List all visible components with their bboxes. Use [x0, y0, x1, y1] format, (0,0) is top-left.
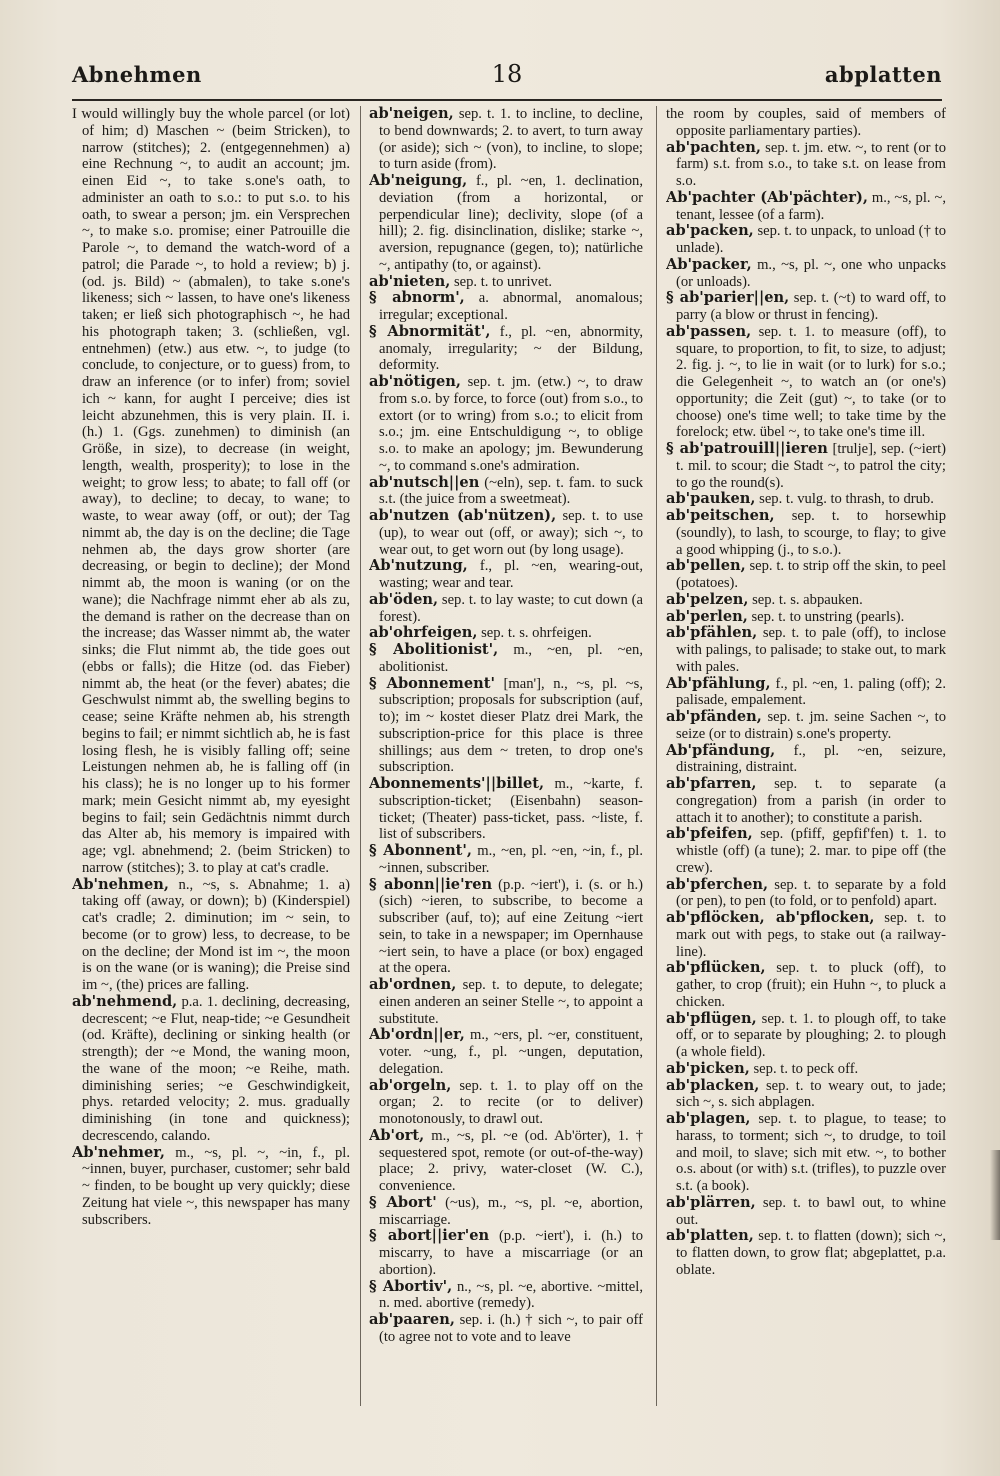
- definition-text: sep. t. to plague, to tease; to harass, to torment; sich ~, to drudge, to toil and moil, to slave; sich mit etw. ~, to bother o.s. about (or with) s.t. (trifles), to puzzle over s.t. (a book).: [676, 1111, 946, 1194]
- dictionary-entry: [666, 257, 946, 291]
- definition-text: sep. t. to unstring (pearls).: [747, 608, 905, 625]
- definition-text: sep. t. to pale (off), to inclose with palings, to palisade; to stake out, to mark with pales.: [676, 625, 946, 675]
- dictionary-entry: [666, 1228, 946, 1278]
- dictionary-entry: [369, 1128, 643, 1195]
- headword: ab'nutzen (ab'nützen),: [369, 507, 557, 524]
- definition-text: sep. t. to separate by a fold (or pen), to pen (to fold, or to penfold) apart.: [676, 876, 946, 910]
- definition-text: m., ~en, pl. ~en, abolitionist.: [379, 642, 643, 675]
- dictionary-entry: [369, 877, 643, 978]
- definition-text: (~eln), sep. t. fam. to suck s.t. (the juice from a sweetmeat).: [379, 474, 643, 508]
- column-divider: [360, 106, 361, 1406]
- definition-text: sep. t. s. ohrfeigen.: [477, 625, 592, 642]
- definition-text: sep. t. to horsewhip (soundly), to lash, to scourge, to flay; to give a good whipping (j., to s.o.).: [676, 508, 946, 558]
- headword: ab'pfänden,: [666, 708, 762, 725]
- dictionary-entry: [666, 625, 946, 675]
- definition-text: sep. t. jm. etw. ~, to rent (or to farm) s.t. from s.o., to take s.t. on lease from s.o.: [676, 139, 946, 189]
- headword: ab'pflöcken, ab'pflocken,: [666, 909, 875, 926]
- dictionary-entry: [369, 1027, 643, 1077]
- headword: ab'nutsch||en: [369, 473, 480, 491]
- dictionary-entry: [666, 609, 946, 626]
- dictionary-entry: [666, 324, 946, 441]
- dictionary-entry: [369, 592, 643, 626]
- headword: ab'nötigen,: [369, 373, 461, 390]
- definition-text: m., ~s, pl. ~e (od. Ab'örter), 1. † sequestered spot, remote (or out-of-the-way) place; 2. privy, water-closet (W. C.), convenience.: [379, 1127, 643, 1194]
- dictionary-entry: [369, 1228, 643, 1278]
- definition-text: sep. (pfiff, gepfif'fen) t. 1. to whistle (off) (a tune); 2. mar. to pipe off (the crew).: [676, 826, 946, 876]
- headword: § Abnormität',: [369, 322, 491, 340]
- headword: ab'packen,: [666, 222, 754, 240]
- definition-text: [trulje], sep. (~iert) t. mil. to scour; die Stadt ~, to patrol the city; to go the round(s).: [676, 441, 946, 491]
- dictionary-entry: [666, 508, 946, 558]
- headword: § ab'parier||en,: [666, 289, 790, 307]
- headword: ab'pfarren,: [666, 775, 757, 792]
- definition-text: sep. t. to lay waste; to cut down (a forest).: [379, 591, 643, 625]
- definition-text: sep. t. to use (up), to wear out (off, or away); sich ~, to wear out, to get worn out (by long usage).: [379, 508, 643, 558]
- dictionary-entry: [369, 1312, 643, 1346]
- definition-text: m., ~karte, f. subscription-ticket; (Eisenbahn) season-ticket; (Theater) pass-ticket, pass. ~liste, f. list of subscribers.: [379, 776, 643, 843]
- headword: § Abonnent',: [369, 842, 472, 859]
- definition-text: sep. t. to peck off.: [749, 1060, 859, 1077]
- column-3: [666, 106, 946, 1426]
- definition-text: sep. t. to separate (a congregation) from a parish (in order to attach it to another); to constitute a parish.: [676, 776, 946, 826]
- headword: ab'ohrfeigen,: [369, 624, 478, 642]
- headword: § abort||ier'en: [369, 1227, 490, 1245]
- dictionary-entry: [666, 826, 946, 876]
- definition-text: sep. t. to strip off the skin, to peel (potatoes).: [676, 558, 946, 591]
- headword: Ab'packer,: [666, 255, 752, 273]
- dictionary-entry: [369, 676, 643, 777]
- definition-text: sep. t. s. abpauken.: [748, 591, 863, 608]
- dictionary-entry: [369, 274, 643, 291]
- headword: ab'passen,: [666, 322, 752, 340]
- dictionary-entry: [666, 960, 946, 1010]
- dictionary-entry: [666, 558, 946, 592]
- entry-columns: [72, 106, 950, 1426]
- headword: ab'pfählen,: [666, 624, 758, 642]
- dictionary-entry: [369, 324, 643, 374]
- dictionary-entry: [369, 642, 643, 676]
- headword: ab'pfeifen,: [666, 825, 753, 843]
- dictionary-entry: [369, 977, 643, 1027]
- headword: ab'plagen,: [666, 1110, 751, 1127]
- dictionary-entry: [369, 776, 643, 843]
- dictionary-entry: [666, 106, 946, 140]
- scan-shadow: [990, 1150, 1000, 1240]
- definition-text: a. abnormal, anomalous; irregular; exceptional.: [379, 290, 643, 323]
- definition-text: sep. t. vulg. to thrash, to drub.: [755, 491, 934, 508]
- column-divider: [656, 106, 657, 1406]
- headword: Ab'nehmen,: [72, 875, 169, 893]
- headword: ab'öden,: [369, 590, 439, 608]
- definition-text: sep. t. to bawl out, to whine out.: [676, 1194, 946, 1228]
- definition-text: (p.p. ~iert'), i. (s. or h.) (sich) ~ieren, to subscribe, to become a subscriber (auf, to); auf eine Zeitung ~iert sein, to take in a newspaper; im Opernhause ~iert sein, to have a place (or box) engaged at the opera.: [379, 876, 643, 977]
- dictionary-entry: [666, 592, 946, 609]
- headword: § Abolitionist',: [369, 641, 499, 658]
- headword: ab'platten,: [666, 1227, 754, 1245]
- headword: ab'pflügen,: [666, 1009, 757, 1027]
- dictionary-entry: [666, 290, 946, 324]
- dictionary-entry: [666, 140, 946, 190]
- dictionary-entry: [666, 1078, 946, 1112]
- headword: ab'neigen,: [369, 106, 454, 122]
- definition-text: (~us), m., ~s, pl. ~e, abortion, miscarriage.: [379, 1194, 643, 1228]
- headword: § Abortiv',: [369, 1277, 453, 1295]
- headword: ab'placken,: [666, 1076, 760, 1094]
- dictionary-entry: [369, 843, 643, 877]
- definition-text: sep. t. 1. to measure (off), to square, to proportion, to fit, to size, to adjust; 2. fig. j. ~, to lie in wait (or to lurk) for s.o.; die Gelegenheit ~, to watch an (or one's) opportunity; die Zeit (gut) ~, to take (or to choose) one's time well; to take time by the forelock; etw. übel ~, to take one's time ill.: [676, 323, 946, 441]
- definition-text: m., ~ers, pl. ~er, constituent, voter. ~ung, f., pl. ~ungen, deputation, delegation.: [379, 1027, 643, 1077]
- dictionary-entry: [369, 1195, 643, 1229]
- headword: ab'pelzen,: [666, 590, 749, 608]
- headword: Ab'ordn||er,: [369, 1026, 465, 1044]
- dictionary-entry: [369, 508, 643, 558]
- definition-text: sep. t. 1. to incline, to decline, to bend downwards; 2. to avert, to turn away (or aside); sich ~ (von), to incline, to slope; to turn aside (from).: [379, 106, 643, 173]
- dictionary-entry: [666, 709, 946, 743]
- dictionary-entry: [666, 1011, 946, 1061]
- definition-text: sep. t. (~t) to ward off, to parry (a blow or thrust in fencing).: [676, 290, 946, 323]
- definition-text: [man'], n., ~s, pl. ~s, subscription; proposals for subscription (auf, to); im ~ kostet dieser Platz drei Mark, the subscription-price for this place is three shillings; aus dem ~ treten, to drop one's subscription.: [379, 675, 643, 776]
- dictionary-entry: [666, 223, 946, 257]
- dictionary-entry: [666, 491, 946, 508]
- guide-word-right: abplatten: [824, 62, 942, 87]
- headword: § ab'patrouill||ieren: [666, 440, 828, 457]
- definition-text: f., pl. ~en, abnormity, anomaly, irregularity; ~ der Bildung, deformity.: [379, 323, 643, 374]
- headword: Ab'pfählung,: [666, 674, 771, 692]
- dictionary-entry: [369, 1279, 643, 1313]
- headword: ab'ordnen,: [369, 976, 457, 993]
- headword: Ab'ort,: [369, 1126, 425, 1144]
- definition-text: f., pl. ~en, seizure, distraining, distraint.: [676, 742, 946, 776]
- headword: ab'paaren,: [369, 1311, 455, 1328]
- definition-text: m., ~s, pl. ~, tenant, lessee (of a farm).: [676, 189, 946, 223]
- headword: Abonnements'||billet,: [369, 775, 545, 792]
- dictionary-entry: [369, 290, 643, 324]
- definition-text: sep. t. jm. seine Sachen ~, to seize (or to distrain) s.one's property.: [676, 709, 946, 742]
- dictionary-entry: [369, 106, 643, 173]
- headword: Ab'neigung,: [369, 172, 468, 189]
- dictionary-entry: [666, 1111, 946, 1195]
- definition-text: sep. t. to depute, to delegate; einen anderen an seiner Stelle ~, to appoint a substitute.: [379, 977, 643, 1027]
- definition-text: sep. t. to pluck (off), to gather, to crop (fruit); ein Huhn ~, to pluck a chicken.: [676, 960, 946, 1010]
- column-1: [72, 106, 350, 1426]
- guide-word-left: Abnehmen: [72, 62, 202, 87]
- headword: Ab'pfändung,: [666, 741, 776, 759]
- definition-text: sep. t. jm. (etw.) ~, to draw from s.o. by force, to force (out) from s.o., to extort (or to wring) from s.o.; to elicit from s.o.; jm. eine Entschuldigung ~, to oblige s.o. to make an apology; jm. Bewunderung ~, to command s.one's admiration.: [379, 374, 643, 474]
- headword: ab'pferchen,: [666, 875, 769, 893]
- headword: Ab'pachter (Ab'pächter),: [666, 188, 868, 206]
- headword: ab'plärren,: [666, 1193, 756, 1211]
- dictionary-entry: [369, 475, 643, 509]
- headword: § Abort': [369, 1193, 437, 1211]
- dictionary-entry: [666, 190, 946, 224]
- headword: ab'nehmend,: [72, 992, 178, 1010]
- headword: ab'pauken,: [666, 490, 756, 508]
- definition-text: sep. i. (h.) † sich ~, to pair off (to agree not to vote and to leave: [379, 1312, 643, 1345]
- dictionary-entry: [369, 625, 643, 642]
- definition-text: m., ~en, pl. ~en, ~in, f., pl. ~innen, subscriber.: [379, 843, 643, 876]
- headword: ab'perlen,: [666, 607, 748, 625]
- definition-text: the room by couples, said of members of opposite parliamentary parties).: [666, 106, 946, 139]
- dictionary-entry: [369, 173, 643, 274]
- definition-text: sep. t. to weary out, to jade; sich ~, s. sich abplagen.: [676, 1077, 946, 1111]
- definition-text: sep. t. to unpack, to unload († to unlade).: [676, 223, 946, 256]
- dictionary-entry: [666, 743, 946, 777]
- definition-text: m., ~s, pl. ~, one who unpacks (or unloads).: [676, 256, 946, 290]
- header-rule: [72, 99, 942, 101]
- headword: Ab'nehmer,: [72, 1143, 165, 1161]
- headword: § abnorm',: [369, 289, 465, 307]
- definition-text: m., ~s, pl. ~, ~in, f., pl. ~innen, buyer, purchaser, customer; sehr bald ~ finden, to be bought up very quickly; diese Zeitung hat viele ~, this newspaper has many subscribers.: [82, 1144, 350, 1228]
- dictionary-entry: [666, 910, 946, 960]
- dictionary-entry: [666, 877, 946, 911]
- headword: ab'orgeln,: [369, 1076, 452, 1094]
- definition-text: f., pl. ~en, 1. paling (off); 2. palisade, empalement.: [676, 675, 946, 709]
- dictionary-entry: [72, 106, 350, 877]
- definition-text: n., ~s, pl. ~e, abortive. ~mittel, n. med. abortive (remedy).: [379, 1278, 643, 1312]
- definition-text: sep. t. to mark out with pegs, to stake out (a railway-line).: [676, 910, 946, 960]
- headword: § Abonnement': [369, 674, 495, 692]
- headword: ab'nieten,: [369, 272, 451, 290]
- dictionary-entry: [72, 1145, 350, 1229]
- definition-text: sep. t. to unrivet.: [450, 273, 553, 290]
- dictionary-entry: [72, 994, 350, 1145]
- page-number: 18: [491, 60, 523, 88]
- definition-text: I would willingly buy the whole parcel (or lot) of him; d) Maschen ~ (beim Stricken), to narrow (stitches); 2. (entgegennehmen) a) eine Rechnung ~, to audit an account; jm. einen Eid ~, to take s.one's oath, to administer an oath to s.o.: to put s.o. to his oath, to swear a person; jm. ein Versprechen ~, to make s.o. promise; einer Patrouille die Parole ~, to demand the watch-word of a patrol; die Parade ~, to hold a review; b) j. (od. js. Bild) ~ (abmalen), to take s.one's likeness; sich ~ lassen, to have one's likeness taken; er ließ sich photographisch ~, he had his photograph taken; 3. (schließen, vgl. entnehmen) (etw.) aus etw. ~, to judge (to conclude, to conjecture, or to guess) from, to draw an inference (or to infer) from; soviel ich ~ kann, for aught I perceive; dies ist leicht abzunehmen, this is very plain. II. i. (h.) 1. (Ggs. zunehmen) to diminish (an Größe, in size), to decrease (in weight, length, wealth, prosperity); to lose in the weight; to grow less; to abate; to fall off (or away), to decline; to decay, to wane; to waste, to wear away (off, or out); der Tag nimmt ab, the day is on the decline; die Tage nehmen ab, the days grow shorter (are decreasing, or begin to decline); der Mond nimmt ab, the moon is waning (or on the wane); die Nachfrage nimmt eher ab als zu, the demand is rather on the decrease than on the increase; das Wasser nimmt ab, the water sinks; die Flut nimmt ab, the tide goes out (ebbs or falls); die Hitze (od. das Fieber) nimmt ab, the heat (or the fever) abates; die Geschwulst nimmt ab, the swelling begins to cease; seine Kräfte nehmen ab, his strength begins to fail; er nimmt sichtlich ab, he is fast losing flesh, he is visibly falling off; seine Leistungen nehmen ab, he is falling off (in his class); he is no longer up to his former mark; mein Gesicht nimmt ab, my eyesight begins to fail; sein Gedächtnis nimmt durch das Alter ab, his memory is impaired with age; vgl. abnehmend; 2. (beim Stricken) to narrow (stitches); 3. to play at cat's cradle.: [72, 106, 350, 876]
- dictionary-entry: [666, 676, 946, 710]
- definition-text: n., ~s, s. Abnahme; 1. a) taking off (away, or down); b) (Kinderspiel) cat's cradle; 2. diminution; im ~ sein, to become (or to grow) less, to decrease, to be on the decline; der Mond ist im ~, the moon is on the wane (or is waning); die Preise sind im ~, (the) prices are falling.: [82, 876, 350, 993]
- definition-text: f., pl. ~en, 1. declination, deviation (from a horizontal, or perpendicular line); declivity, slope (of a hill); 2. fig. disinclination, dislike; starke ~, aversion, repugnance (gegen, to); natürliche ~, antipathy (to, or against).: [379, 173, 643, 273]
- running-head: [72, 60, 942, 96]
- headword: ab'picken,: [666, 1059, 750, 1077]
- dictionary-entry: [369, 374, 643, 475]
- headword: Ab'nutzung,: [369, 557, 468, 575]
- definition-text: f., pl. ~en, wearing-out, wasting; wear and tear.: [379, 558, 643, 591]
- definition-text: sep. t. 1. to plough off, to take off, or to separate by ploughing; 2. to plough (a whole field).: [676, 1010, 946, 1060]
- definition-text: sep. t. to flatten (down); sich ~, to flatten down, to grow flat; abgeplattet, p.a. oblate.: [676, 1228, 946, 1278]
- dictionary-entry: [369, 558, 643, 592]
- headword: § abonn||ie'ren: [369, 875, 493, 893]
- dictionary-entry: [666, 1061, 946, 1078]
- dictionary-entry: [72, 877, 350, 994]
- headword: ab'pachten,: [666, 138, 762, 156]
- definition-text: p.a. 1. declining, decreasing, decrescent; ~e Flut, neap-tide; ~e Gesundheit (od. Kräfte), declining or sinking health (or strength); der ~e Mond, the waning moon, the wane of the moon; ~e Reihe, math. diminishing series; ~e Geschwindigkeit, phys. retarded velocity; 2. mus. gradually diminishing (in tone and quickness); decrescendo, calando.: [82, 993, 350, 1144]
- dictionary-entry: [666, 1195, 946, 1229]
- headword: ab'pellen,: [666, 557, 746, 575]
- dictionary-entry: [369, 1078, 643, 1128]
- column-2: [369, 106, 643, 1426]
- dictionary-entry: [666, 776, 946, 826]
- headword: ab'pflücken,: [666, 959, 766, 977]
- definition-text: sep. t. 1. to play off on the organ; 2. to recite (or to deliver) monotonously, to drawl out.: [379, 1077, 643, 1127]
- headword: ab'peitschen,: [666, 507, 775, 524]
- dictionary-entry: [666, 441, 946, 491]
- definition-text: (p.p. ~iert'), i. (h.) to miscarry, to have a miscarriage (or an abortion).: [379, 1228, 643, 1278]
